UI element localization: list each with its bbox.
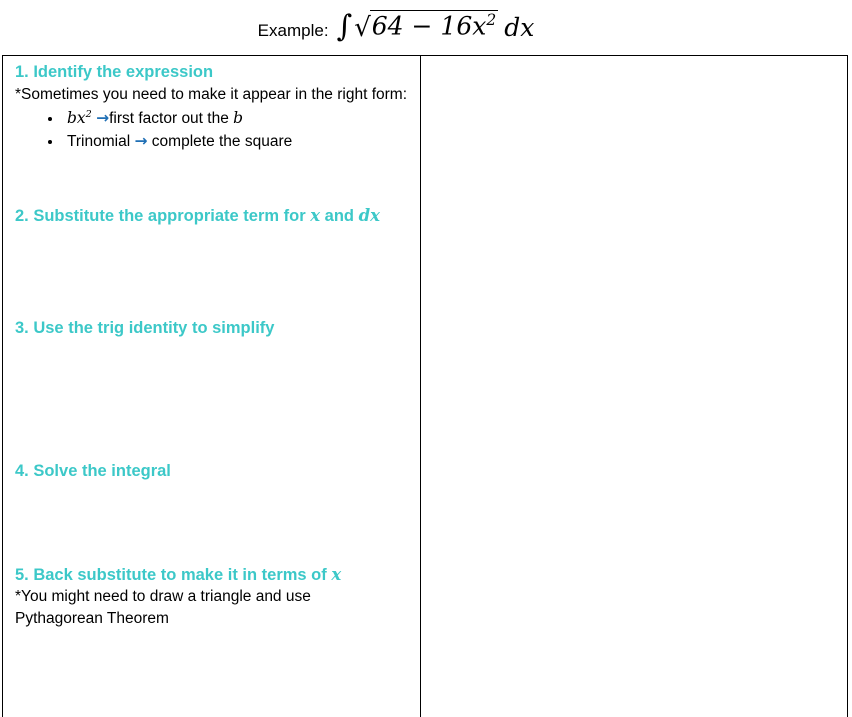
work-space-2	[15, 226, 410, 318]
step-5-title-text: 5. Back substitute to make it in terms of	[15, 565, 332, 584]
step-1-note: *Sometimes you need to make it appear in the right form:	[15, 85, 408, 103]
right-arrow-icon: →	[96, 108, 110, 127]
step-2-var-dx: dx	[358, 205, 380, 225]
step-2-title-text: 2. Substitute the appropriate term for	[15, 206, 311, 225]
example-math-expression	[336, 8, 535, 44]
radicand	[370, 10, 498, 40]
bullet-1-text: first factor out the	[109, 109, 234, 127]
radical-sign-icon: √	[354, 12, 371, 43]
step-2-title-mid: and	[320, 206, 359, 225]
step-2-title	[15, 206, 410, 227]
right-arrow-icon: →	[134, 132, 148, 151]
example-header	[0, 0, 852, 54]
work-space-3	[15, 339, 410, 461]
list-item	[63, 130, 410, 153]
step-5-title	[15, 565, 410, 586]
step-5-note-line-2: Pythagorean Theorem	[15, 610, 169, 628]
step-2-var-x: x	[310, 205, 321, 225]
bullet-2-lead: Trinomial	[67, 133, 131, 151]
step-1-title: 1. Identify the expression	[15, 63, 214, 81]
radicand-exponent: 2	[486, 11, 497, 30]
bullet-1-trail-var: b	[233, 108, 244, 127]
bullet-1-lead-exponent: 2	[85, 108, 92, 120]
differential-dx: dx	[504, 12, 535, 42]
step-5-note-line-1: *You might need to draw a triangle and use	[15, 588, 311, 606]
integral-sign-icon: ∫	[336, 8, 353, 44]
work-column[interactable]	[421, 56, 847, 717]
example-label: Example:	[257, 20, 329, 40]
step-5-var-x: x	[331, 564, 342, 584]
radicand-expression: 64 − 16	[371, 11, 473, 41]
step-1-bullet-list	[15, 107, 410, 154]
step-3-title: 3. Use the trig identity to simplify	[15, 319, 275, 338]
steps-table	[2, 55, 848, 717]
square-root-group	[354, 11, 498, 42]
work-space-1	[15, 154, 410, 206]
radicand-variable: x	[472, 11, 487, 41]
bullet-2-text: complete the square	[147, 133, 293, 151]
steps-column	[3, 56, 421, 717]
step-4-title: 4. Solve the integral	[15, 461, 171, 480]
bullet-1-lead: bx	[67, 108, 86, 127]
example-expression-group	[257, 8, 535, 44]
work-space-4	[15, 482, 410, 565]
list-item	[63, 107, 410, 130]
